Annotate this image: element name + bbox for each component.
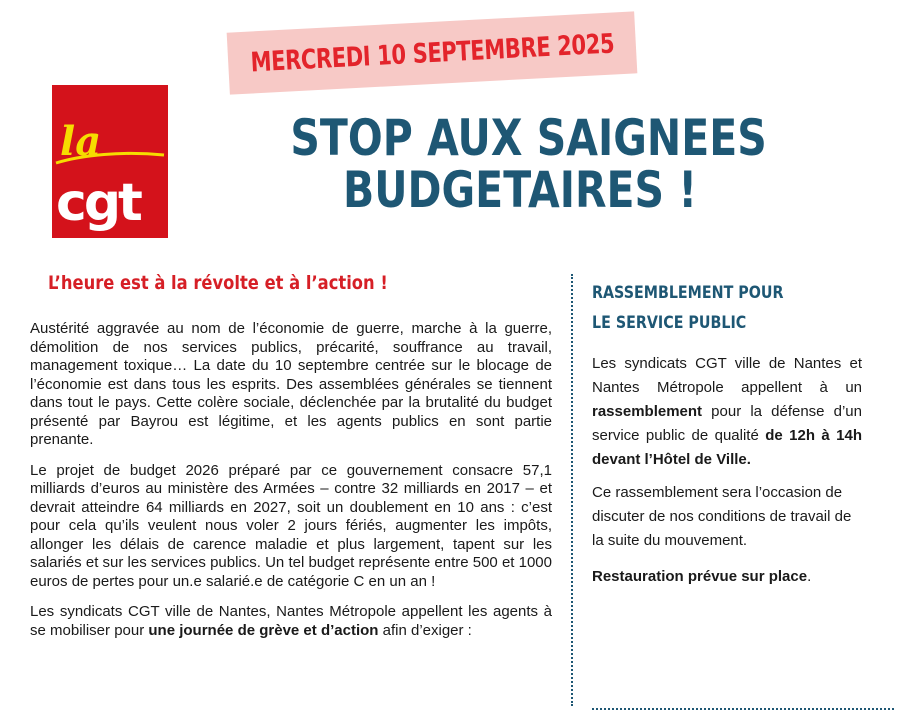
date-banner-text: MERCREDI 10 SEPTEMBRE 2025 bbox=[249, 27, 615, 79]
title-line-1: STOP AUX SAIGNEES bbox=[290, 109, 767, 167]
left-paragraph-2: Le projet de budget 2026 préparé par ce gouvernement consacre 57,1 milliards d’euros au ministère des Armées – contre 32 milliards en 2017 – et devrait atteindre 64 milliards en 2027, soit un doublement en 10 ans : c’est pour cela qu’ils veulent nous voler 2 jours fériés, augmenter les impôts, allonger les délais de carence maladie et plus largement, tapent sur les salariés et sur les services publics. Un tel budget représente entre 500 et 1000 euros de pertes pour un.e salarié.e de catégorie C en un an ! bbox=[30, 461, 552, 590]
p3-before: Les syndicats CGT ville de Nantes, Nantes Métropole appellent les agents à se mobiliser pour bbox=[30, 603, 552, 639]
left-heading: L’heure est à la révolte et à l’action ! bbox=[48, 272, 388, 294]
left-column bbox=[30, 272, 552, 640]
r3-after: . bbox=[807, 568, 812, 585]
bottom-divider bbox=[592, 708, 894, 710]
r1-b: rassemblement bbox=[592, 403, 703, 420]
right-paragraph-1 bbox=[592, 352, 862, 472]
cgt-logo-graphic bbox=[52, 85, 168, 238]
right-heading-line-1: RASSEMBLEMENT POUR bbox=[592, 283, 784, 303]
column-divider bbox=[571, 274, 573, 706]
right-paragraph-2: Ce rassemblement sera l’occasion de discuter de nos conditions de travail de la suite du mouvement. bbox=[592, 484, 852, 549]
logo-bottom-text: cgt bbox=[56, 173, 140, 233]
page-title bbox=[240, 109, 800, 219]
right-heading-line-2: LE SERVICE PUBLIC bbox=[592, 313, 747, 333]
p3-bold: une journée de grève et d’action bbox=[148, 621, 379, 639]
date-banner bbox=[227, 11, 638, 94]
title-line-2: BUDGETAIRES ! bbox=[342, 161, 698, 219]
right-column bbox=[592, 278, 862, 589]
right-paragraph-3 bbox=[592, 565, 862, 589]
logo-top-text: la bbox=[60, 118, 102, 165]
p3-after: afin d’exiger : bbox=[378, 621, 472, 639]
cgt-logo bbox=[52, 85, 168, 238]
left-paragraph-1: Austérité aggravée au nom de l’économie de guerre, marche à la guerre, démolition de nos services publics, précarité, souffrance au travail, management toxique… La date du 10 septembre centrée sur le blocage de l’économie est dans tous les esprits. Des assemblées générales se tiennent dans tout le pays. Cette colère sociale, déclenchée par la brutalité du budget présenté par Bayrou est légitime, et les agents publics en sont partie prenante. bbox=[30, 320, 552, 448]
r1-a: Les syndicats CGT ville de Nantes et Nantes Métropole appellent à un bbox=[592, 355, 862, 396]
r3-bold: Restauration prévue sur place bbox=[592, 568, 808, 585]
left-paragraph-3 bbox=[30, 603, 552, 640]
r1-d: de 12h à 14h devant l’Hôtel de Ville. bbox=[592, 427, 863, 468]
r1-c: pour la défense d’un service public de qualité bbox=[592, 403, 862, 444]
